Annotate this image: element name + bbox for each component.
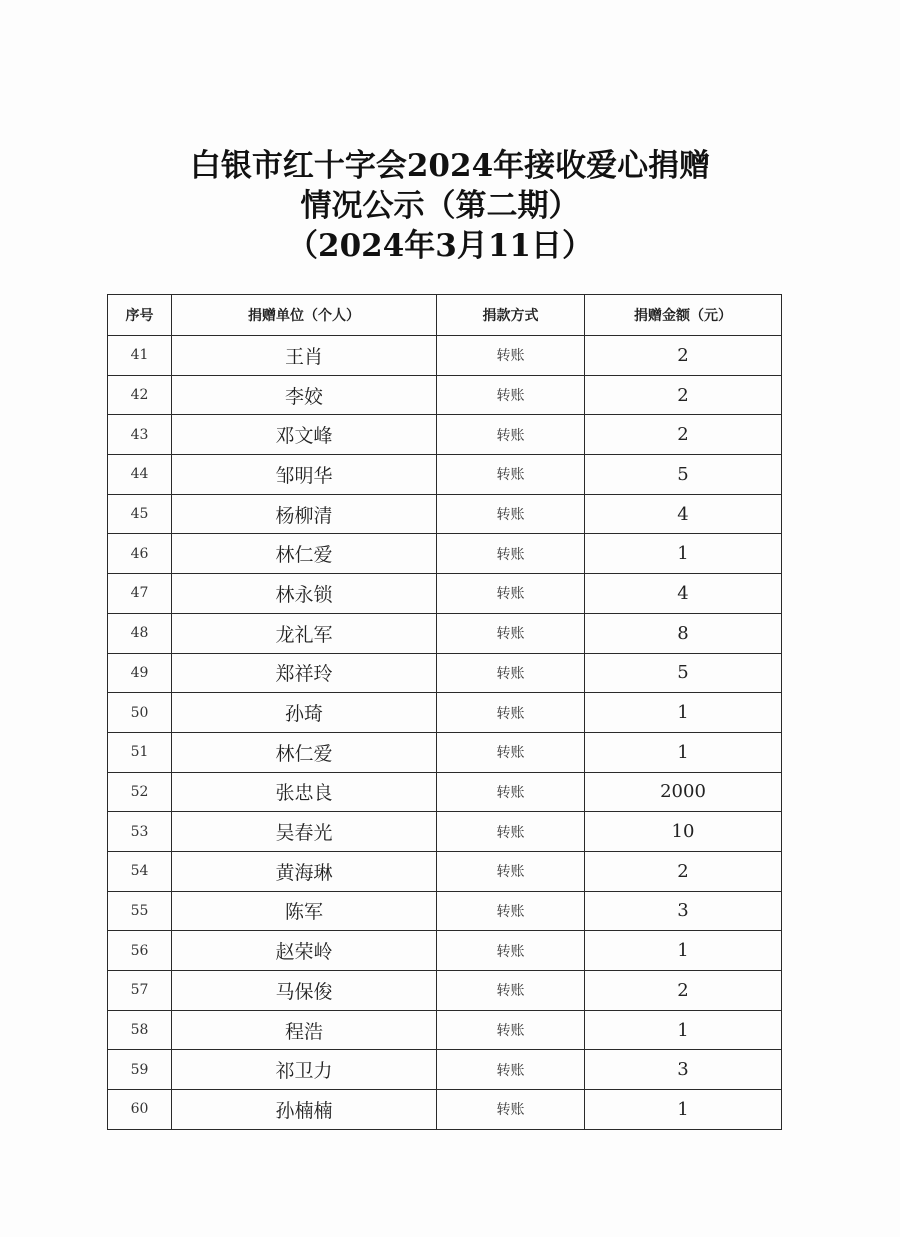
table-row [108,415,782,455]
cell-donor: 林仁爱 [172,732,437,772]
cell-amount: 3 [585,1050,782,1090]
cell-no: 55 [108,891,172,931]
table-row [108,732,782,772]
table-header-row [108,295,782,336]
header-amount: 捐赠金额（元） [585,295,782,336]
table-row [108,971,782,1011]
cell-donor: 黄海琳 [172,851,437,891]
cell-amount: 8 [585,613,782,653]
cell-method: 转账 [437,653,585,693]
cell-donor: 林仁爱 [172,534,437,574]
cell-no: 54 [108,851,172,891]
table-row [108,1010,782,1050]
cell-no: 59 [108,1050,172,1090]
cell-amount: 1 [585,534,782,574]
cell-no: 56 [108,931,172,971]
cell-method: 转账 [437,693,585,733]
cell-method: 转账 [437,534,585,574]
table-row [108,534,782,574]
cell-no: 52 [108,772,172,812]
table-row [108,851,782,891]
cell-no: 44 [108,455,172,495]
table-row [108,891,782,931]
cell-donor: 张忠良 [172,772,437,812]
table-row [108,494,782,534]
cell-method: 转账 [437,375,585,415]
table-row [108,812,782,852]
cell-amount: 2 [585,375,782,415]
cell-no: 43 [108,415,172,455]
cell-method: 转账 [437,971,585,1011]
cell-donor: 王肖 [172,336,437,376]
cell-amount: 1 [585,931,782,971]
cell-amount: 4 [585,494,782,534]
cell-no: 53 [108,812,172,852]
document-title-date: （2024年3月11日） [287,228,593,264]
cell-donor: 龙礼军 [172,613,437,653]
document-title-line-1: 白银市红十字会2024年接收爱心捐赠 [189,148,711,184]
cell-amount: 2 [585,415,782,455]
table-row [108,613,782,653]
table-body [108,336,782,1130]
table-row [108,1050,782,1090]
table-row [108,931,782,971]
table-row [108,375,782,415]
cell-method: 转账 [437,812,585,852]
cell-method: 转账 [437,1010,585,1050]
cell-no: 58 [108,1010,172,1050]
cell-method: 转账 [437,851,585,891]
cell-donor: 邓文峰 [172,415,437,455]
cell-donor: 马保俊 [172,971,437,1011]
cell-no: 60 [108,1090,172,1130]
cell-amount: 2 [585,851,782,891]
table-row [108,574,782,614]
cell-donor: 杨柳清 [172,494,437,534]
cell-method: 转账 [437,415,585,455]
cell-donor: 陈军 [172,891,437,931]
cell-amount: 2 [585,971,782,1011]
cell-no: 48 [108,613,172,653]
table-row [108,693,782,733]
cell-donor: 李姣 [172,375,437,415]
cell-method: 转账 [437,613,585,653]
cell-no: 45 [108,494,172,534]
table-row [108,455,782,495]
cell-amount: 5 [585,455,782,495]
cell-donor: 祁卫力 [172,1050,437,1090]
cell-method: 转账 [437,336,585,376]
cell-method: 转账 [437,732,585,772]
cell-donor: 林永锁 [172,574,437,614]
cell-donor: 孙琦 [172,693,437,733]
donation-table [107,294,782,1130]
table-row [108,1090,782,1130]
cell-method: 转账 [437,1090,585,1130]
cell-method: 转账 [437,494,585,534]
cell-method: 转账 [437,455,585,495]
cell-method: 转账 [437,1050,585,1090]
document-title-line-2: 情况公示（第二期） [300,188,580,224]
cell-method: 转账 [437,891,585,931]
cell-no: 50 [108,693,172,733]
cell-no: 47 [108,574,172,614]
cell-amount: 1 [585,732,782,772]
cell-no: 57 [108,971,172,1011]
cell-no: 46 [108,534,172,574]
table-row [108,653,782,693]
cell-amount: 1 [585,1090,782,1130]
cell-amount: 2000 [585,772,782,812]
cell-amount: 3 [585,891,782,931]
cell-method: 转账 [437,574,585,614]
table-row [108,772,782,812]
cell-donor: 程浩 [172,1010,437,1050]
cell-amount: 4 [585,574,782,614]
cell-donor: 邹明华 [172,455,437,495]
cell-donor: 孙楠楠 [172,1090,437,1130]
cell-no: 51 [108,732,172,772]
cell-donor: 吴春光 [172,812,437,852]
cell-no: 41 [108,336,172,376]
cell-no: 42 [108,375,172,415]
cell-amount: 2 [585,336,782,376]
header-no: 序号 [108,295,172,336]
cell-method: 转账 [437,931,585,971]
cell-amount: 1 [585,693,782,733]
header-donor: 捐赠单位（个人） [172,295,437,336]
table-row [108,336,782,376]
cell-donor: 赵荣岭 [172,931,437,971]
cell-no: 49 [108,653,172,693]
cell-method: 转账 [437,772,585,812]
cell-donor: 郑祥玲 [172,653,437,693]
cell-amount: 5 [585,653,782,693]
cell-amount: 10 [585,812,782,852]
header-method: 捐款方式 [437,295,585,336]
cell-amount: 1 [585,1010,782,1050]
